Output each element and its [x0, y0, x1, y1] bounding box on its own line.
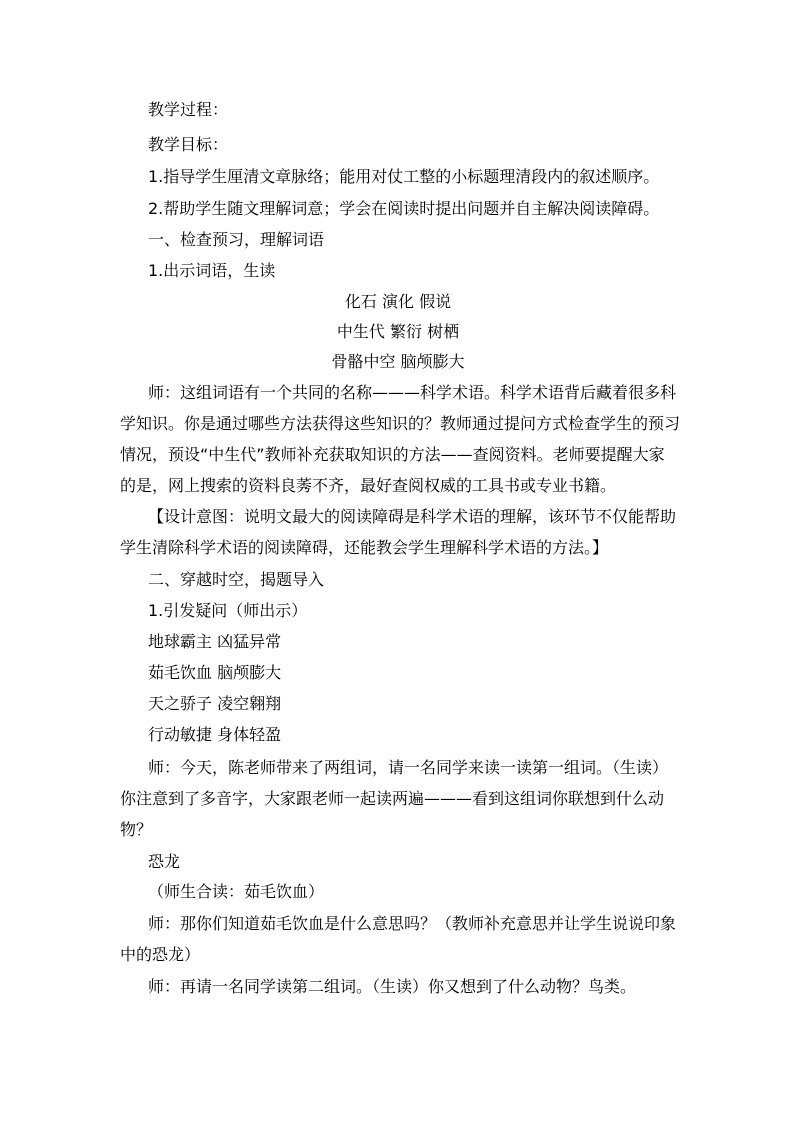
paragraph-line: 的是，网上搜索的资料良莠不齐，最好查阅权威的工具书或专业书籍。	[120, 476, 617, 495]
answer-line: 恐龙	[148, 852, 181, 871]
vocabulary-row-3: 骨骼中空 脑颅膨大	[331, 352, 465, 371]
step-heading: 1.出示词语，生读	[148, 261, 276, 280]
heading-teaching-process: 教学过程：	[148, 100, 229, 119]
paragraph-line: 学知识。你是通过哪些方法获得这些知识的？教师通过提问方式检查学生的预习	[120, 414, 681, 433]
paragraph-line: 师：今天，陈老师带来了两组词，请一名同学来读一读第一组词。（生读）	[148, 758, 669, 777]
vocabulary-row-2: 中生代 繁衍 树栖	[336, 322, 460, 341]
goal-item-2: 2.帮助学生随文理解词意；学会在阅读时提出问题并自主解决阅读障碍。	[148, 199, 660, 218]
design-note-line: 【设计意图：说明文最大的阅读障碍是科学术语的理解，该环节不仅能帮助	[148, 507, 677, 526]
paragraph-line: 中的恐龙）	[120, 945, 201, 964]
design-note-line: 学生清除科学术语的阅读障碍，还能教会学生理解科学术语的方法。】	[120, 538, 609, 557]
word-group-line: 行动敏捷 身体轻盈	[148, 725, 282, 744]
paragraph-line: 你注意到了多音字，大家跟老师一起读两遍———看到这组词你联想到什么动	[120, 789, 665, 808]
vocabulary-row-1: 化石 演化 假说	[344, 292, 452, 311]
paragraph-line: 师：再请一名同学读第二组词。（生读）你又想到了什么动物？鸟类。	[148, 977, 637, 996]
section-heading-2: 二、穿越时空，揭题导入	[148, 570, 325, 589]
paragraph-line: 师：那你们知道茹毛饮血是什么意思吗？（教师补充意思并让学生说说印象	[148, 914, 677, 933]
paragraph-line: 物？	[120, 820, 153, 839]
reading-note-line: （师生合读：茹毛饮血）	[148, 882, 325, 901]
paragraph-line: 情况，预设“中生代”教师补充获取知识的方法——查阅资料。老师要提醒大家	[120, 445, 665, 464]
word-group-line: 地球霸主 凶猛异常	[148, 632, 282, 651]
word-group-line: 天之骄子 凌空翱翔	[148, 694, 282, 713]
heading-teaching-goals: 教学目标：	[148, 135, 229, 154]
word-group-line: 茹毛饮血 脑颅膨大	[148, 663, 282, 682]
section-heading-1: 一、检查预习，理解词语	[148, 230, 325, 249]
step-heading: 1.引发疑问（师出示）	[148, 601, 308, 620]
paragraph-line: 师：这组词语有一个共同的名称———科学术语。科学术语背后藏着很多科	[148, 383, 677, 402]
goal-item-1: 1.指导学生厘清文章脉络；能用对仗工整的小标题理清段内的叙述顺序。	[148, 167, 660, 186]
